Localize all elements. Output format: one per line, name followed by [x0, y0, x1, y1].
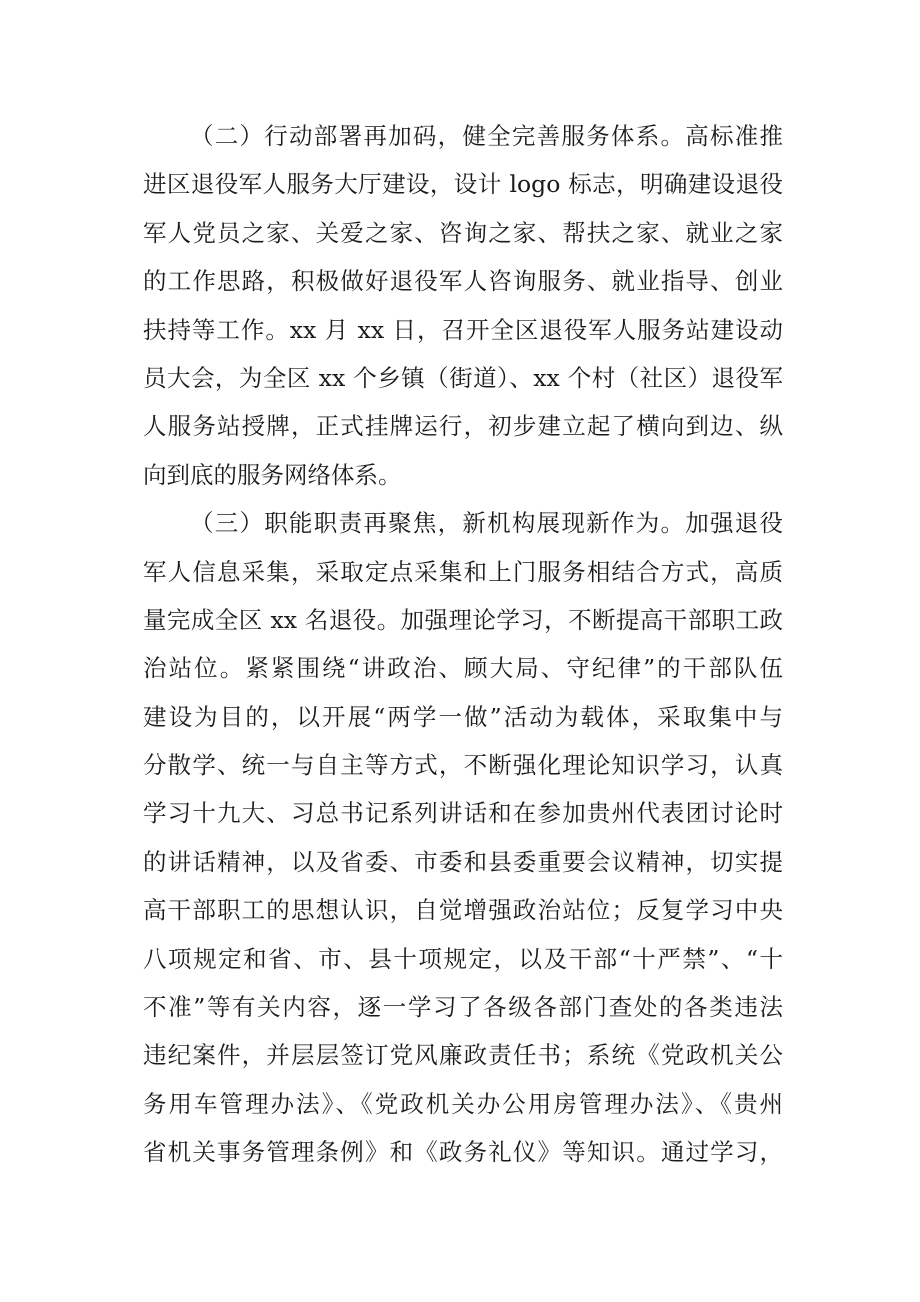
- paragraph-new-institution: [143, 499, 783, 1176]
- text-line: 高干部职工的思想认识，自觉增强政治站位；反复学习中央: [143, 896, 783, 925]
- text-line: 建设为目的，以开展“两学一做”活动为载体，采取集中与: [143, 702, 783, 731]
- text-line: 进区退役军人服务大厅建设，设计 logo 标志，明确建设退役: [143, 170, 783, 199]
- text-line: （二）行动部署再加码，健全完善服务体系。高标准推: [190, 122, 783, 150]
- text-line: 的讲话精神，以及省委、市委和县委重要会议精神，切实提: [143, 847, 783, 876]
- text-line: （三）职能职责再聚焦，新机构展现新作为。加强退役: [190, 509, 783, 538]
- text-line: 务用车管理办法》、《党政机关办公用房管理办法》、《贵州: [143, 1089, 783, 1118]
- text-line: 的工作思路，积极做好退役军人咨询服务、就业指导、创业: [143, 267, 783, 296]
- text-line: 治站位。紧紧围绕“讲政治、顾大局、守纪律”的干部队伍: [143, 654, 783, 683]
- text-line: 人服务站授牌，正式挂牌运行，初步建立起了横向到边、纵: [143, 412, 783, 441]
- text-line: 军人信息采集，采取定点采集和上门服务相结合方式，高质: [143, 557, 783, 586]
- text-line: 员大会，为全区 xx 个乡镇（街道）、xx 个村（社区）退役军: [143, 363, 783, 392]
- text-line: 违纪案件，并层层签订党风廉政责任书；系统《党政机关公: [143, 1041, 783, 1070]
- document-body: [143, 112, 783, 1177]
- text-line: 军人党员之家、关爱之家、咨询之家、帮扶之家、就业之家: [143, 218, 783, 247]
- text-line: 不准”等有关内容，逐一学习了各级各部门查处的各类违法: [143, 993, 783, 1022]
- text-line: 量完成全区 xx 名退役。加强理论学习，不断提高干部职工政: [143, 605, 783, 634]
- text-line: 分散学、统一与自主等方式，不断强化理论知识学习，认真: [143, 751, 783, 780]
- text-line: 扶持等工作。xx 月 xx 日，召开全区退役军人服务站建设动: [143, 315, 783, 344]
- text-line: 八项规定和省、市、县十项规定，以及干部“十严禁”、“十: [143, 944, 783, 973]
- text-line: 向到底的服务网络体系。: [143, 460, 402, 489]
- text-line: 省机关事务管理条例》和《政务礼仪》等知识。通过学习，: [143, 1138, 783, 1167]
- paragraph-service-system: [143, 112, 783, 499]
- text-line: 学习十九大、习总书记系列讲话和在参加贵州代表团讨论时: [143, 799, 783, 828]
